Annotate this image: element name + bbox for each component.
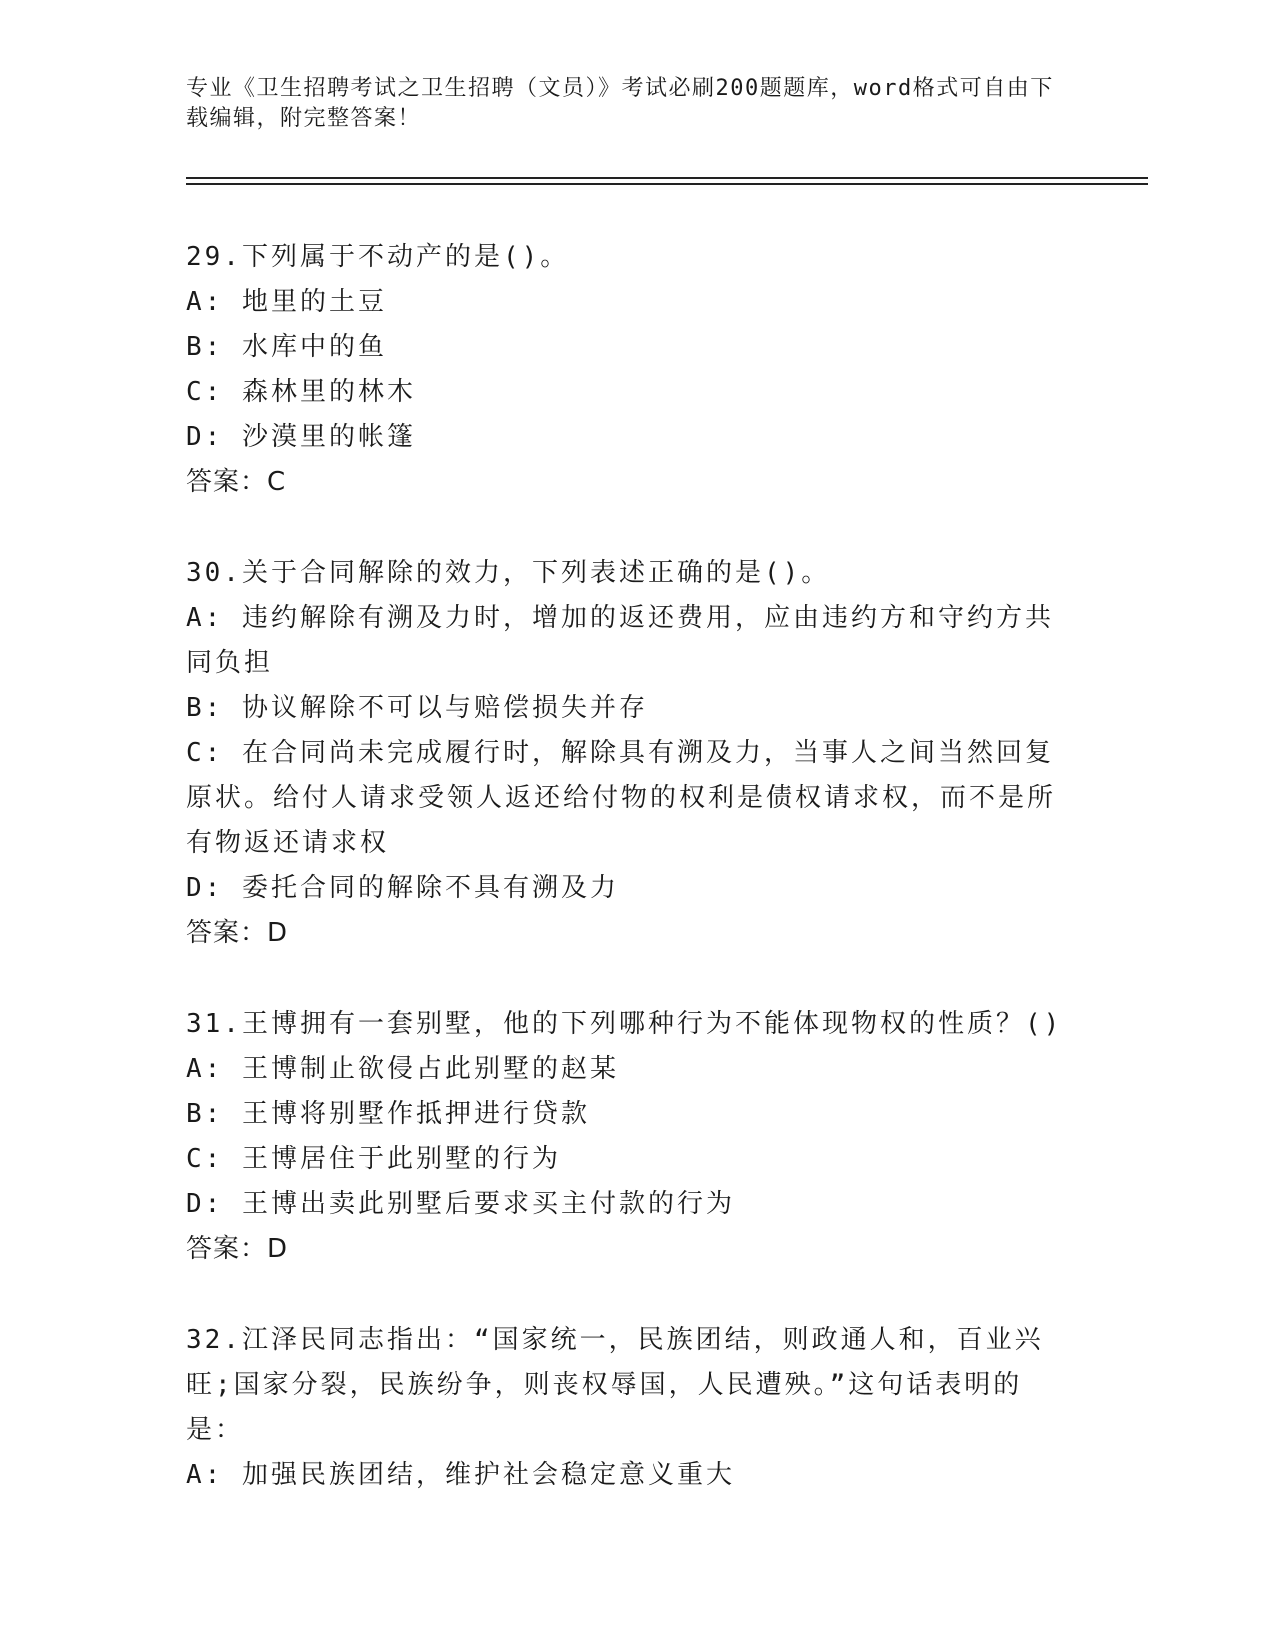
header-divider-bottom bbox=[186, 183, 1148, 185]
document-header bbox=[186, 74, 1066, 134]
question-stem: 31.王博拥有一套别墅，他的下列哪种行为不能体现物权的性质？() bbox=[186, 1009, 1063, 1039]
option-a: A: 加强民族团结，维护社会稳定意义重大 bbox=[186, 1460, 735, 1490]
answer-line: 答案：C bbox=[186, 467, 287, 497]
answer-line: 答案：D bbox=[186, 1234, 289, 1264]
option-b: B: 协议解除不可以与赔偿损失并存 bbox=[186, 693, 648, 723]
question-stem: 30.关于合同解除的效力，下列表述正确的是()。 bbox=[186, 558, 831, 588]
option-a: A: 王博制止欲侵占此别墅的赵某 bbox=[186, 1054, 619, 1084]
option-b: B: 王博将别墅作抵押进行贷款 bbox=[186, 1099, 590, 1129]
option-d: D: 沙漠里的帐篷 bbox=[186, 422, 416, 452]
question-list bbox=[186, 235, 1066, 1544]
option-c: C: 森林里的林木 bbox=[186, 377, 416, 407]
option-b: B: 水库中的鱼 bbox=[186, 332, 387, 362]
option-a: A: 地里的土豆 bbox=[186, 287, 387, 317]
question-stem: 29.下列属于不动产的是()。 bbox=[186, 242, 570, 272]
question-30 bbox=[186, 551, 1066, 956]
answer-line: 答案：D bbox=[186, 918, 289, 948]
option-c: C: 王博居住于此别墅的行为 bbox=[186, 1144, 561, 1174]
option-d: D: 委托合同的解除不具有溯及力 bbox=[186, 873, 619, 903]
option-a: A: 违约解除有溯及力时，增加的返还费用，应由违约方和守约方共同负担 bbox=[186, 603, 1054, 678]
question-31 bbox=[186, 1002, 1066, 1272]
option-c: C: 在合同尚未完成履行时，解除具有溯及力，当事人之间当然回复原状。给付人请求受领人返还给付物的权利是债权请求权，而不是所有物返还请求权 bbox=[186, 738, 1057, 858]
question-29 bbox=[186, 235, 1066, 505]
question-32 bbox=[186, 1318, 1066, 1498]
question-stem: 32.江泽民同志指出：“国家统一，民族团结，则政通人和，百业兴旺;国家分裂，民族纷争，则丧权辱国，人民遭殃。”这句话表明的是： bbox=[186, 1325, 1044, 1445]
option-d: D: 王博出卖此别墅后要求买主付款的行为 bbox=[186, 1189, 735, 1219]
header-divider-top bbox=[186, 177, 1148, 179]
header-text: 专业《卫生招聘考试之卫生招聘（文员）》考试必刷200题题库，word格式可自由下载编辑，附完整答案！ bbox=[186, 76, 1054, 131]
